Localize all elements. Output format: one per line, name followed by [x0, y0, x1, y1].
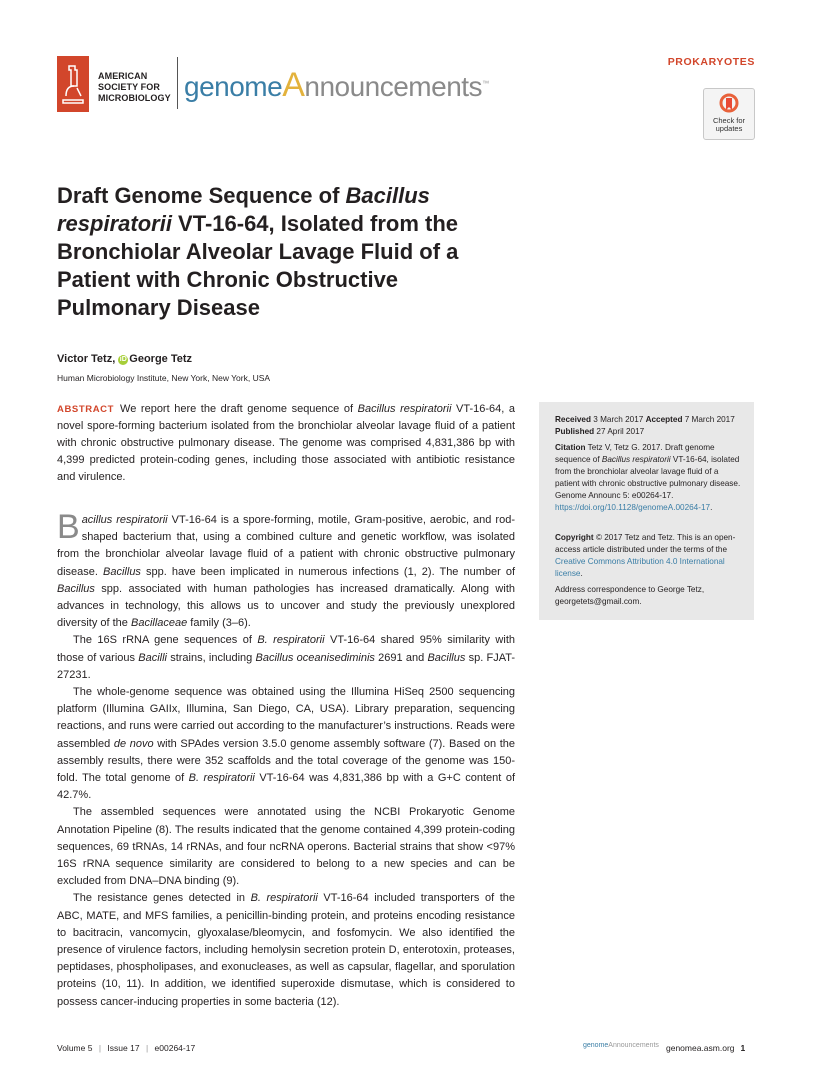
received-date: 3 March 2017: [590, 415, 646, 424]
title-text-2: VT-16-64, Isolated from the Bronchiolar Alveolar Lavage Fluid of a Patient with Chronic Obstructive Pulmonary Disease: [57, 211, 459, 320]
body-text: VT-16-64 shared 95% similarity with those of various: [57, 634, 515, 664]
abstract-species: Bacillus respiratorii: [357, 403, 452, 415]
trademark: ™: [482, 80, 489, 88]
asm-logo: [57, 56, 89, 112]
footer-site: [666, 1043, 745, 1053]
published-date: 27 April 2017: [594, 427, 645, 436]
body-text: The whole-genome sequence was obtained using the Illumina HiSeq 2500 sequencing platform (Illumina GAIIx, Illumina, San Diego, CA, USA). Library preparation, sequencing reactions, and runs were carried out according to the manufacturer’s instructions. Reads were assembled: [57, 686, 515, 750]
citation-end: .: [710, 503, 713, 512]
accepted-label: Accepted: [645, 415, 683, 424]
body-text: The 16S rRNA gene sequences of: [73, 634, 258, 647]
article-info-sidebar: [539, 402, 754, 620]
body-text: 2691 and: [374, 651, 428, 664]
genus-name: Bacillus: [103, 565, 141, 578]
separator: |: [145, 1043, 149, 1053]
check-updates-line-2: updates: [715, 124, 743, 133]
society-line-3: MICROBIOLOGY: [98, 93, 171, 103]
citation-species: Bacillus respiratorii: [601, 455, 671, 464]
section-label: PROKARYOTES: [667, 56, 755, 68]
abstract-text: We report here the draft genome sequence of: [120, 403, 358, 415]
society-line-2: SOCIETY FOR: [98, 82, 160, 92]
genus-name: Bacillus: [427, 651, 466, 664]
journal-logo: [184, 66, 489, 105]
dates: [555, 414, 743, 438]
citation-text: Tetz V, Tetz G. 2017. Draft genome sequence of: [555, 443, 715, 464]
separator: |: [98, 1043, 102, 1053]
abstract-text: VT-16-64, a novel spore-forming bacterium isolated from the bronchiolar alveolar lavage fluid of a patient with chronic obstructive pulmonary disease. The genome was comprised 4,831,386 bp with 4,399 predicted protein-coding genes, including those associated with antibiotic resistance and virulence.: [57, 403, 515, 483]
body-text: family (3–6).: [187, 617, 251, 630]
species-name: Bacillus oceanisediminis: [255, 651, 375, 664]
citation: [555, 442, 743, 514]
family-name: Bacillaceae: [130, 617, 188, 630]
body-text: The resistance genes detected in: [73, 892, 251, 905]
body-text: strains, including: [166, 651, 256, 664]
paragraph: The assembled sequences were annotated using the NCBI Prokaryotic Genome Annotation Pipeline (8). The results indicated that the genome contained 4,399 protein-coding sequences, 69 tRNAs, 14 rRNAs, and four ncRNA operons. Bacterial strains that show <97% 16S rRNA sequence similarity are considered to belong to a new species and can be excluded from DNA–DNA binding (9).: [57, 806, 515, 888]
species-name: B. respiratorii: [250, 892, 318, 905]
journal-site-link[interactable]: genomea.asm.org: [666, 1043, 735, 1053]
body-text: VT-16-64 was 4,831,386 bp with a G+C content of 42.7%.: [57, 772, 515, 802]
volume: Volume 5: [57, 1043, 93, 1053]
citation-text: VT-16-64, isolated from the bronchiolar alveolar lavage fluid of a patient with chronic obstructive pulmonary disease. Genome Announc 5: e00264-17.: [555, 455, 741, 500]
body-text: sp. FJAT-27231.: [57, 651, 516, 681]
society-line-1: AMERICAN: [98, 71, 148, 81]
title-genus: Bacillus: [345, 183, 430, 208]
paragraph: [57, 684, 515, 804]
paragraph: [57, 890, 515, 1010]
body-text: spp. have been implicated in numerous infections (1, 2). The number of: [140, 565, 515, 578]
microscope-icon: [57, 56, 89, 112]
footer-journal-logo: [583, 1042, 659, 1049]
correspondence: Address correspondence to George Tetz, georgetets@gmail.com.: [555, 585, 705, 606]
article-title: [57, 182, 517, 322]
author-list: [57, 353, 192, 365]
body-text: spp. associated with human pathologies has increased dramatically. Along with advances in technology, this allows us to uncover and study the previously unexplored diversity of the: [57, 582, 515, 630]
citation-label: Citation: [555, 443, 586, 452]
issue: Issue 17: [107, 1043, 140, 1053]
copyright-text: © 2017 Tetz and Tetz. This is an open-access article distributed under the terms of the: [555, 533, 736, 554]
check-updates-line-1: Check for: [712, 116, 746, 125]
article-body: [57, 508, 516, 1011]
title-text-1: Draft Genome Sequence of: [57, 183, 346, 208]
copyright-end: .: [580, 569, 583, 578]
affiliation: Human Microbiology Institute, New York, New York, USA: [57, 373, 271, 383]
received-label: Received: [555, 415, 591, 424]
logo-divider: [177, 57, 178, 109]
page-number: 1: [740, 1043, 746, 1053]
abstract-label: ABSTRACT: [57, 404, 115, 415]
check-updates-label: [704, 117, 754, 133]
doi-link[interactable]: https://doi.org/10.1128/genomeA.00264-17: [555, 503, 711, 512]
license-link[interactable]: Creative Commons Attribution 4.0 International license: [555, 557, 725, 578]
title-species: respiratorii: [57, 211, 172, 236]
latin-term: de novo: [113, 737, 154, 750]
species-name: B. respiratorii: [188, 772, 255, 785]
accepted-date: 7 March 2017: [682, 415, 735, 424]
footer-volume-info: [57, 1043, 195, 1053]
paragraph: [57, 508, 515, 632]
author-name[interactable]: Victor Tetz,: [57, 353, 116, 365]
drop-cap: B: [57, 508, 80, 546]
journal-logo-part1: genome: [184, 71, 283, 102]
check-for-updates-button[interactable]: [703, 88, 755, 140]
species-name: acillus respiratorii: [81, 514, 168, 526]
copyright: [555, 532, 743, 580]
published-label: Published: [555, 427, 595, 436]
copyright-label: Copyright: [555, 533, 594, 542]
genus-name: Bacilli: [138, 651, 167, 664]
mini-logo-part1: genome: [583, 1042, 609, 1049]
abstract: [57, 401, 515, 486]
body-text: with SPAdes version 3.5.0 genome assembly software (7). Based on the assembly results, there were 352 scaffolds and the total coverage of the genome was 150-fold. The total genome of: [57, 737, 515, 785]
body-text: VT-16-64 included transporters of the ABC, MATE, and MFS families, a penicillin-binding protein, and proteins encoding resistance to bacitracin, vancomycin, glyoxalase/bleomycin, and fosfomycin. We also identified the presence of virulence factors, including hemolysin secretion protein D, enterotoxin, proteases, peptidases, phospholipases, and exonucleases, as well as capsular, flagellar, and sporulation proteins (10, 11). In addition, we identified superoxide dismutase, which is considered to possess cancer-inducing properties in some bacteria (12).: [57, 892, 515, 1008]
mini-logo-part2: Announcements: [608, 1042, 659, 1049]
genus-name: Bacillus: [57, 582, 95, 595]
journal-logo-part2: nnouncements: [304, 71, 483, 102]
species-name: B. respiratorii: [257, 634, 325, 647]
society-name: [98, 71, 171, 104]
journal-logo-a: A: [282, 66, 305, 104]
bookmark-icon: [719, 93, 739, 115]
article-id: e00264-17: [154, 1043, 196, 1053]
orcid-icon[interactable]: iD: [119, 356, 127, 363]
body-text: VT-16-64 is a spore-forming, motile, Gram-positive, aerobic, and rod-shaped bacterium that, using a combined culture and genetic workflow, was isolated from the bronchiolar alveolar lavage fluid of a patient with chronic obstructive pulmonary disease.: [57, 514, 515, 578]
author-name[interactable]: George Tetz: [129, 353, 193, 365]
paragraph: [57, 632, 515, 684]
